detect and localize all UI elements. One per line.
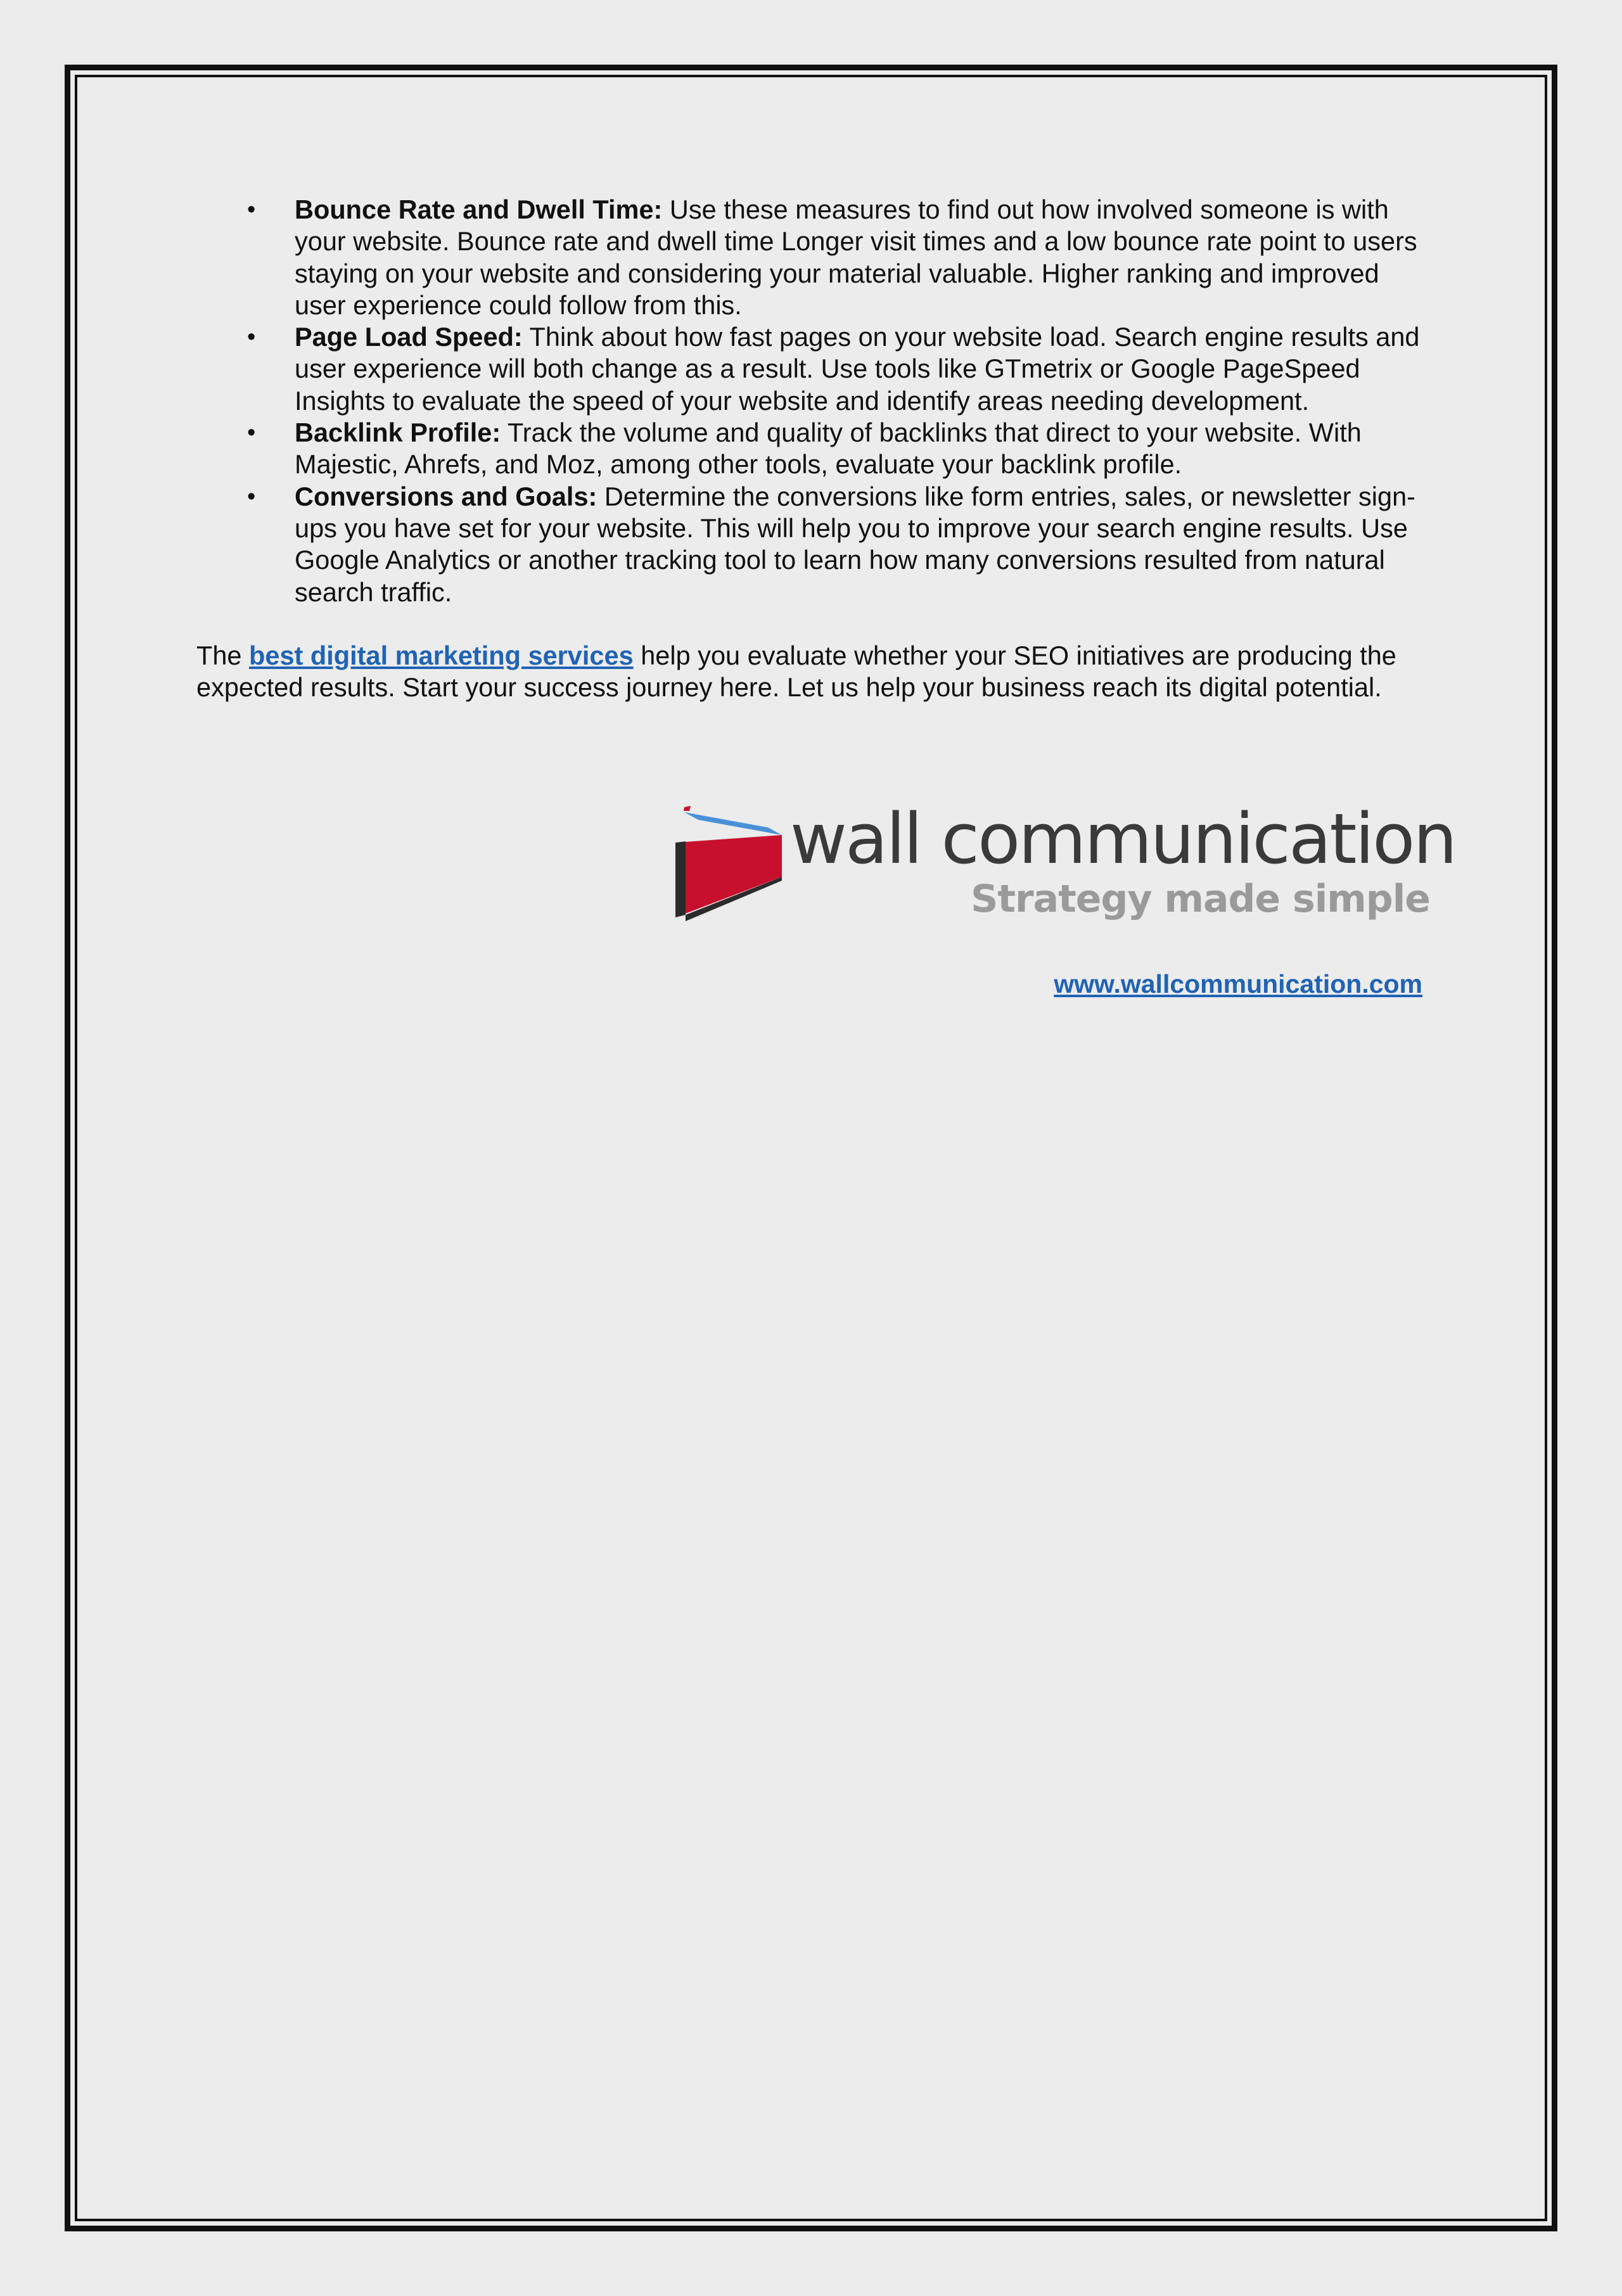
closing-suffix: help you evaluate whether your SEO initiatives are producing the expected results. Start your success journey here. Let us help your business reach its digital potential. bbox=[196, 640, 1396, 703]
digital-marketing-services-link[interactable]: best digital marketing services bbox=[249, 640, 634, 670]
list-item-text: Use these measures to find out how involved someone is with your website. Bounce rate and dwell time Longer visit times and a low bounce rate point to users staying on your website and considering your material valuable. Higher ranking and improved user experience could follow from this. bbox=[295, 195, 1417, 320]
document-body bbox=[196, 194, 1432, 703]
bullet-icon: • bbox=[247, 483, 256, 510]
closing-prefix: The bbox=[196, 640, 250, 670]
website-link[interactable]: www.wallcommunication.com bbox=[1054, 969, 1422, 998]
list-item-term: Bounce Rate and Dwell Time: bbox=[295, 195, 663, 224]
bullet-icon: • bbox=[247, 196, 256, 223]
bullet-icon: • bbox=[247, 324, 256, 351]
logo-name: wall communication bbox=[790, 798, 1456, 879]
company-logo bbox=[673, 798, 1456, 930]
list-item-page-load-speed bbox=[196, 321, 1432, 417]
list-item-term: Backlink Profile: bbox=[295, 418, 501, 448]
list-item-text: Think about how fast pages on your website load. Search engine results and user experience will both change as a result. Use tools like GTmetrix or Google PageSpeed Insights to evaluate the speed of your website and identify areas needing development. bbox=[295, 322, 1420, 416]
closing-paragraph bbox=[196, 640, 1432, 704]
list-item-term: Page Load Speed: bbox=[295, 322, 523, 352]
logo-tagline: Strategy made simple bbox=[971, 877, 1430, 921]
metrics-list bbox=[196, 194, 1432, 608]
bullet-icon: • bbox=[247, 419, 256, 447]
list-item-text: Track the volume and quality of backlinks that direct to your website. With Majestic, Ahrefs, and Moz, among other tools, evaluate your backlink profile. bbox=[295, 418, 1362, 480]
list-item-conversions-goals bbox=[196, 481, 1432, 608]
list-item-term: Conversions and Goals: bbox=[295, 481, 597, 511]
list-item-backlink-profile bbox=[196, 417, 1432, 481]
list-item-text: Determine the conversions like form entries, sales, or newsletter sign-ups you have set for your website. This will help you to improve your search engine results. Use Google Analytics or another tracking tool to learn how many conversions resulted from natural search traffic. bbox=[295, 481, 1415, 607]
list-item-bounce-rate bbox=[196, 194, 1432, 321]
logo-mark-icon bbox=[673, 803, 793, 930]
